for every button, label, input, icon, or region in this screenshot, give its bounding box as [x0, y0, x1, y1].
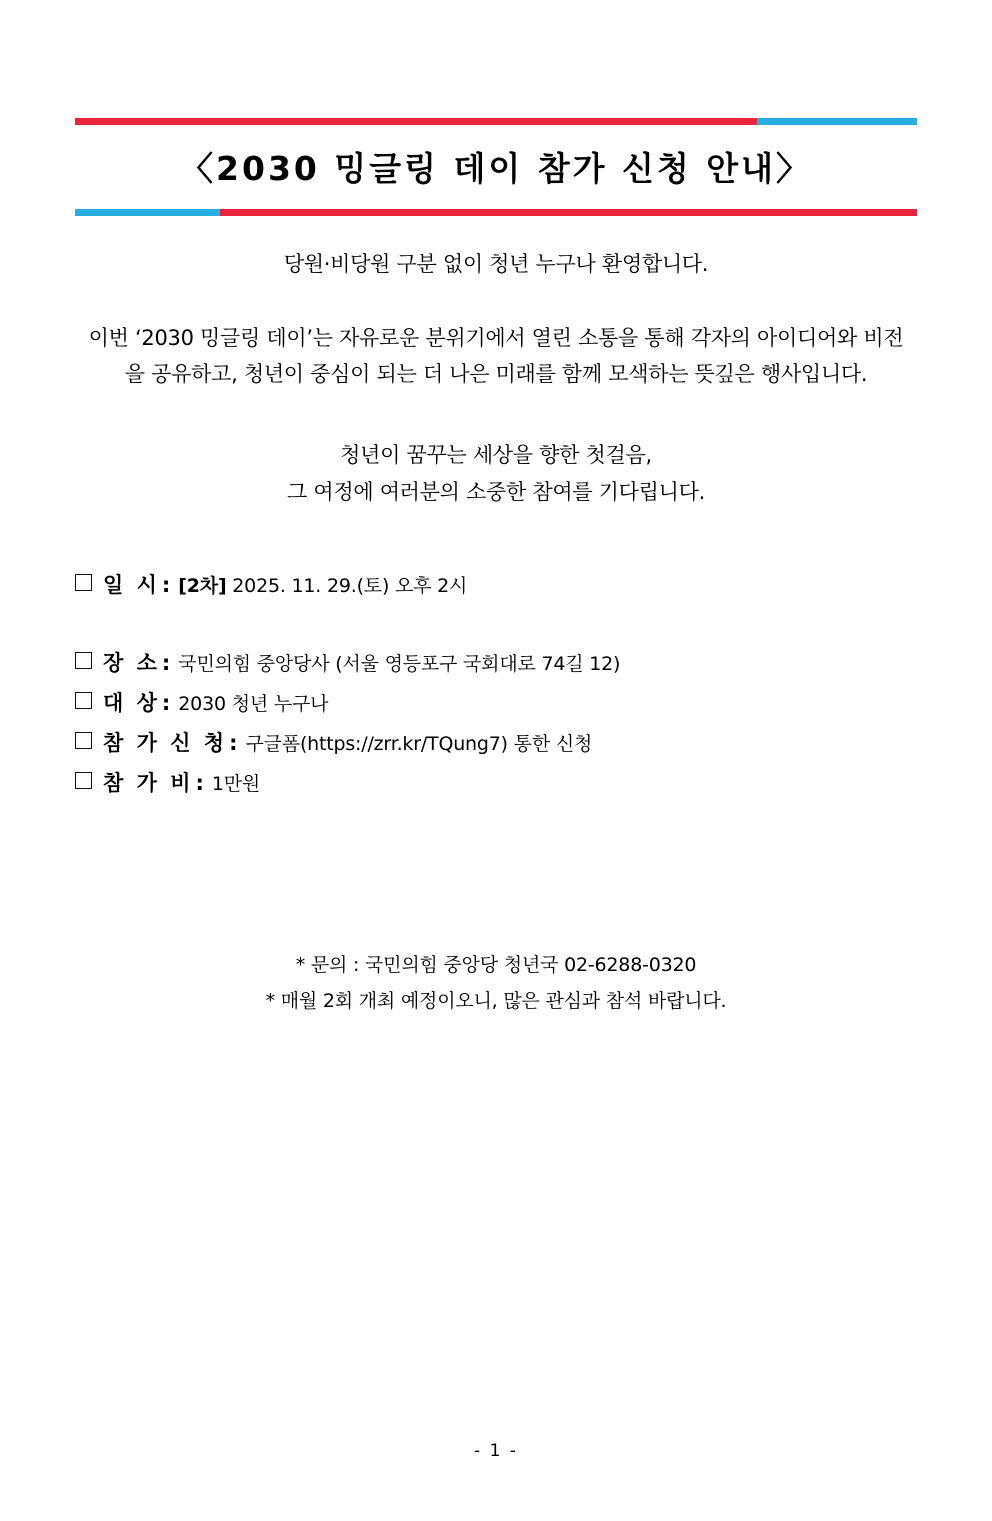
page-title: 〈2030 밍글링 데이 참가 신청 안내〉 [180, 149, 812, 188]
checkbox-icon [75, 732, 92, 749]
info-row-datetime [75, 569, 917, 599]
info-label-datetime: 일 시 [103, 572, 160, 597]
lead-text: 당원·비당원 구분 없이 청년 누구나 환영합니다. [283, 251, 709, 276]
footnote-contact: * 문의 : 국민의힘 중앙당 청년국 02-6288-0320 [295, 953, 697, 976]
bottom-rule-red-segment [220, 209, 917, 216]
info-row-venue [75, 647, 917, 677]
info-colon: : [161, 690, 171, 715]
closing-paragraph-line-2: 그 여정에 여러분의 소중한 참여를 기다립니다. [287, 479, 705, 504]
info-value-datetime-round: [2차] [178, 574, 227, 597]
document-page [0, 118, 992, 1521]
info-colon: : [161, 650, 171, 675]
info-value-application: 구글폼(https://zrr.kr/TQung7) 통한 신청 [245, 732, 593, 755]
bottom-rule-blue-segment [75, 209, 220, 216]
checkbox-icon [75, 692, 92, 709]
title-block [75, 118, 917, 216]
info-value-venue: 국민의힘 중앙당사 (서울 영등포구 국회대로 74길 12) [178, 652, 621, 675]
closing-paragraph [75, 437, 917, 511]
info-label-application: 참 가 신 청 [103, 730, 228, 755]
footnotes [75, 947, 917, 1019]
info-label-venue: 장 소 [103, 650, 160, 675]
info-colon: : [195, 770, 204, 795]
info-colon: : [161, 572, 171, 597]
top-rule-red-segment [75, 118, 757, 125]
info-label-audience: 대 상 [103, 690, 160, 715]
info-value-fee: 1만원 [211, 772, 261, 795]
info-row-application [75, 727, 917, 757]
event-info-list [75, 569, 917, 797]
bottom-rule [75, 209, 917, 216]
info-value-audience: 2030 청년 누구나 [178, 692, 329, 715]
info-colon: : [229, 730, 238, 755]
page-number: - 1 - [474, 1441, 518, 1461]
footnote-schedule: * 매월 2회 개최 예정이오니, 많은 관심과 참석 바랍니다. [265, 989, 727, 1012]
info-value-datetime [178, 571, 467, 598]
checkbox-icon [75, 574, 92, 591]
top-rule [75, 118, 917, 125]
info-label-fee: 참 가 비 [103, 770, 194, 795]
closing-paragraph-line-1: 청년이 꿈꾸는 세상을 향한 첫걸음, [340, 443, 652, 468]
checkbox-icon [75, 652, 92, 669]
top-rule-blue-segment [757, 118, 917, 125]
info-value-datetime-rest: 2025. 11. 29.(토) 오후 2시 [226, 574, 468, 597]
intro-paragraph: 이번 ‘2030 밍글링 데이’는 자유로운 분위기에서 열린 소통을 통해 각자의 아이디어와 비전을 공유하고, 청년이 중심이 되는 더 나은 미래를 함께 모색하는 뜻깊은 행사입니다. [88, 325, 904, 387]
info-row-fee [75, 767, 917, 797]
info-row-audience [75, 687, 917, 717]
checkbox-icon [75, 772, 92, 789]
